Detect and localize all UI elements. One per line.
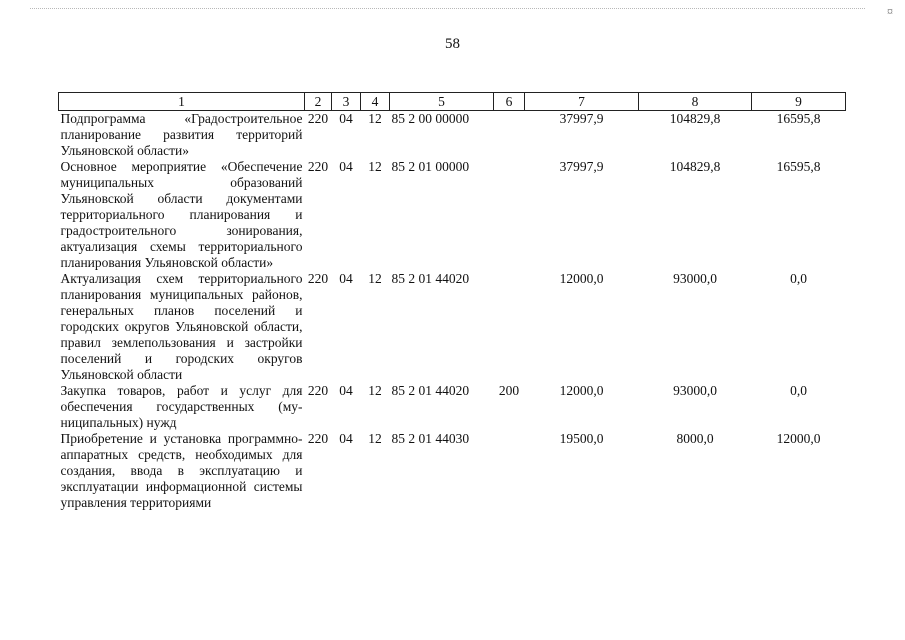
header-col-8: 8 bbox=[639, 93, 752, 111]
row-subsection-code: 12 bbox=[368, 159, 382, 174]
table-row bbox=[59, 111, 846, 160]
row-amount-year-3: 0,0 bbox=[790, 383, 807, 398]
table-row bbox=[59, 383, 846, 431]
row-amount-year-2: 104829,8 bbox=[669, 111, 721, 126]
table-row bbox=[59, 271, 846, 383]
row-ministry-code: 220 bbox=[307, 383, 329, 398]
row-ministry-code: 220 bbox=[307, 271, 329, 286]
row-amount-year-2: 93000,0 bbox=[673, 383, 717, 398]
row-amount-year-1: 12000,0 bbox=[559, 271, 604, 286]
budget-table bbox=[58, 92, 846, 511]
page-number: 58 bbox=[445, 36, 460, 52]
row-target-article: 85 2 00 00000 bbox=[391, 111, 470, 126]
header-col-2: 2 bbox=[305, 93, 332, 111]
row-section-code: 04 bbox=[339, 431, 353, 446]
row-expense-type bbox=[494, 431, 525, 511]
row-amount-year-3: 16595,8 bbox=[776, 111, 821, 126]
row-name: Закупка товаров, работ и услуг для обеспечения государственных (муниципальных) нужд bbox=[60, 383, 303, 430]
header-col-9: 9 bbox=[752, 93, 846, 111]
row-amount-year-2: 8000,0 bbox=[676, 431, 714, 446]
header-col-6: 6 bbox=[494, 93, 525, 111]
table-header-row bbox=[59, 93, 846, 111]
scan-edge-line bbox=[30, 8, 865, 9]
row-amount-year-1: 37997,9 bbox=[559, 159, 604, 174]
row-name: Подпрограмма «Градостроительное планирование развития территорий Ульяновской области» bbox=[60, 111, 303, 158]
header-col-7: 7 bbox=[525, 93, 639, 111]
row-expense-type bbox=[494, 111, 525, 160]
header-col-4: 4 bbox=[361, 93, 390, 111]
scan-corner-mark: ¤ bbox=[887, 4, 893, 18]
table-row bbox=[59, 431, 846, 511]
row-target-article: 85 2 01 44020 bbox=[391, 271, 470, 286]
row-amount-year-2: 104829,8 bbox=[669, 159, 721, 174]
row-target-article: 85 2 01 44020 bbox=[391, 383, 470, 398]
row-section-code: 04 bbox=[339, 159, 353, 174]
table-row bbox=[59, 159, 846, 271]
row-subsection-code: 12 bbox=[368, 431, 382, 446]
row-name: Основное мероприятие «Обеспечение муниципальных образований Ульяновской области документами территориального планирования и градостроительного зонирования, актуализация схемы территориального планирования Ульяновской области» bbox=[60, 159, 303, 270]
row-subsection-code: 12 bbox=[368, 271, 382, 286]
row-expense-type: 200 bbox=[498, 383, 520, 398]
row-subsection-code: 12 bbox=[368, 383, 382, 398]
header-col-5: 5 bbox=[390, 93, 494, 111]
row-ministry-code: 220 bbox=[307, 159, 329, 174]
row-ministry-code: 220 bbox=[307, 111, 329, 126]
row-amount-year-1: 37997,9 bbox=[559, 111, 604, 126]
row-amount-year-3: 12000,0 bbox=[776, 431, 821, 446]
row-expense-type bbox=[494, 159, 525, 271]
row-subsection-code: 12 bbox=[368, 111, 382, 126]
row-amount-year-3: 0,0 bbox=[790, 271, 807, 286]
row-section-code: 04 bbox=[339, 271, 353, 286]
row-target-article: 85 2 01 00000 bbox=[391, 159, 470, 174]
row-ministry-code: 220 bbox=[307, 431, 329, 446]
row-amount-year-1: 12000,0 bbox=[559, 383, 604, 398]
row-expense-type bbox=[494, 271, 525, 383]
row-target-article: 85 2 01 44030 bbox=[391, 431, 470, 446]
row-name: Актуализация схем территориального планирования муниципальных районов, генеральных планов поселений и городских округов Ульяновской области, правил землепользования и застройки поселений и городских округов Ульяновской области bbox=[60, 271, 303, 382]
row-amount-year-1: 19500,0 bbox=[559, 431, 604, 446]
row-amount-year-3: 16595,8 bbox=[776, 159, 821, 174]
row-section-code: 04 bbox=[339, 383, 353, 398]
header-col-3: 3 bbox=[332, 93, 361, 111]
row-section-code: 04 bbox=[339, 111, 353, 126]
row-name: Приобретение и установка программно-аппаратных средств, необходимых для создания, ввода в эксплуатацию и эксплуатации информационной системы управления территориями bbox=[60, 431, 303, 510]
row-amount-year-2: 93000,0 bbox=[673, 271, 717, 286]
header-col-1: 1 bbox=[59, 93, 305, 111]
